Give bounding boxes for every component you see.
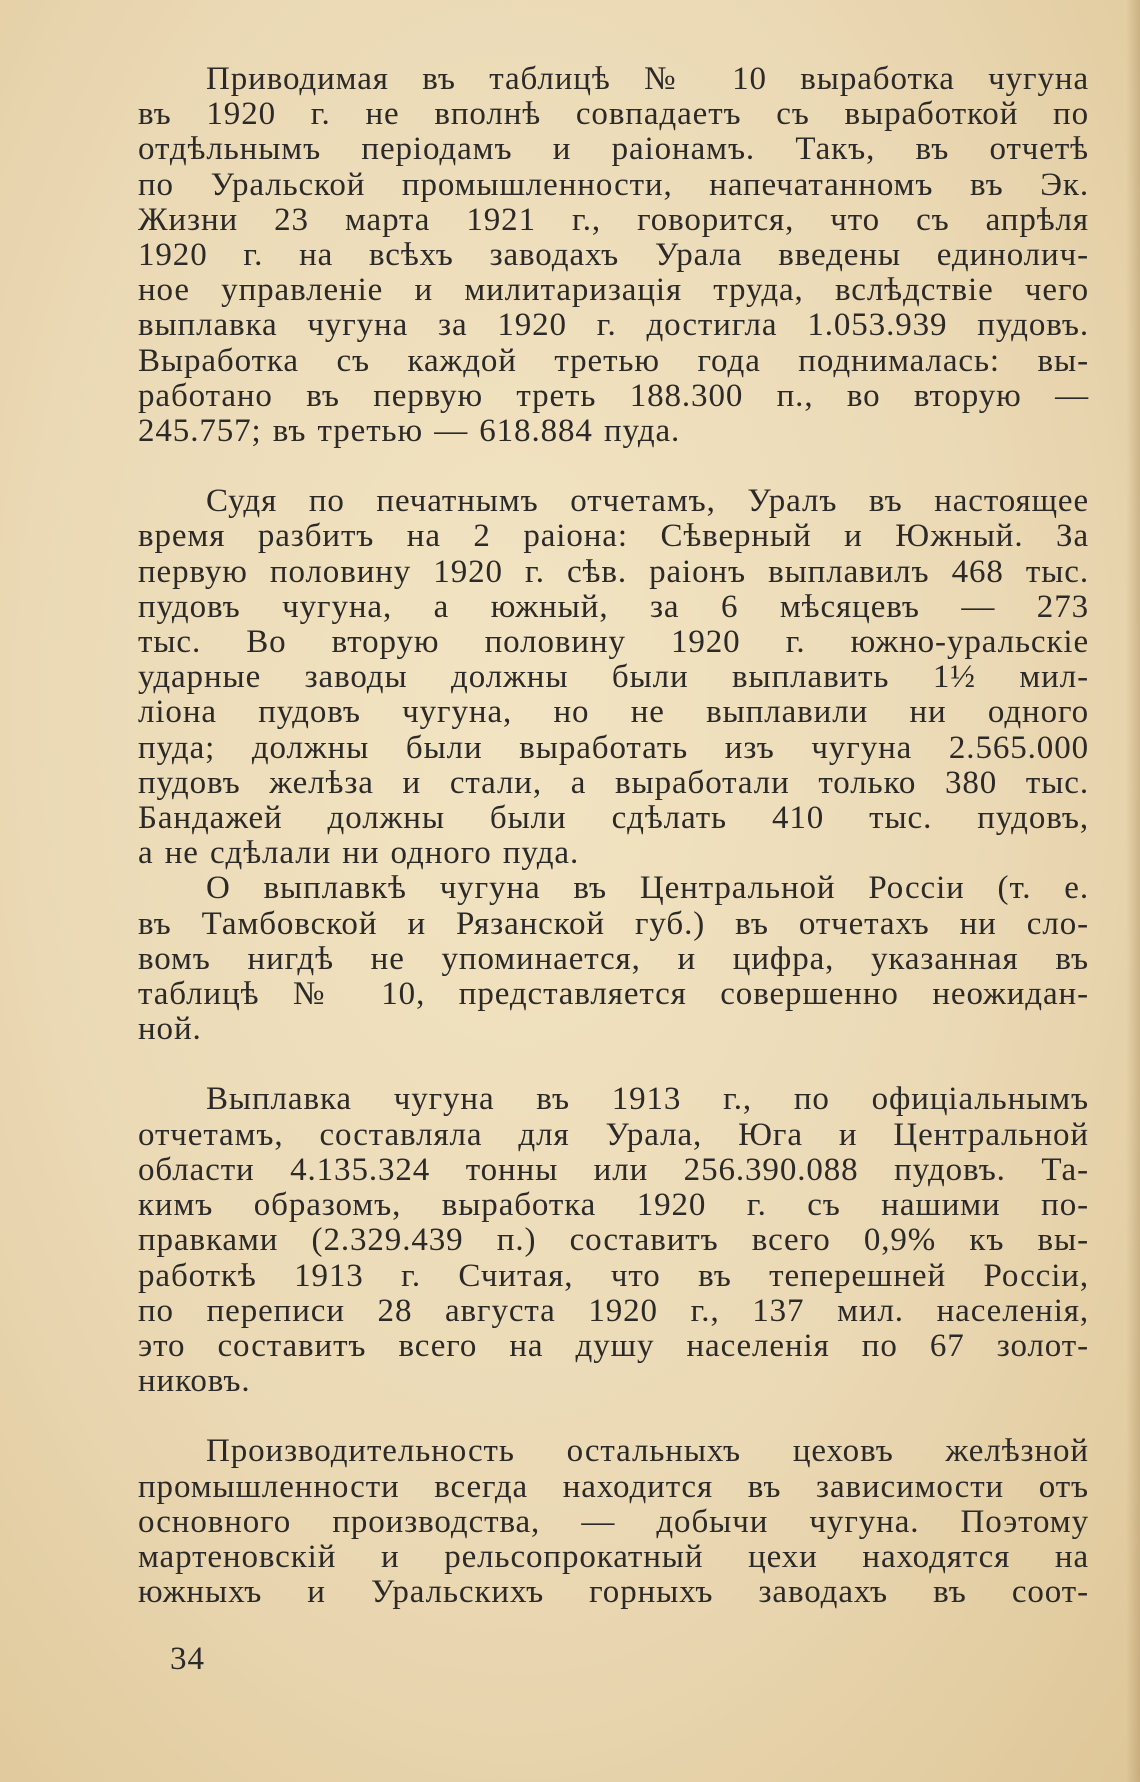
text-line: время разбитъ на 2 раіона: Сѣверный и Южный. За: [138, 518, 1089, 555]
text-line: основного производства, — добычи чугуна. Поэтому: [138, 1503, 1089, 1540]
text-line: области 4.135.324 тонны или 256.390.088 пудовъ. Та-: [138, 1151, 1089, 1188]
text-line: Жизни 23 марта 1921 г., говорится, что съ апрѣля: [138, 201, 1089, 238]
text-line: ной.: [138, 1011, 202, 1048]
text-line: 1920 г. на всѣхъ заводахъ Урала введены единолич-: [138, 237, 1089, 274]
text-line: Бандажей должны были сдѣлать 410 тыс. пудовъ,: [138, 800, 1089, 837]
text-line: Производительность остальныхъ цеховъ желѣзной: [206, 1433, 1089, 1470]
text-line: въ Тамбовской и Рязанской губ.) въ отчетахъ ни сло-: [138, 905, 1089, 942]
text-line: пуда; должны были выработать изъ чугуна 2.565.000: [138, 729, 1089, 766]
text-line: Выплавка чугуна въ 1913 г., по офиціальнымъ: [206, 1081, 1089, 1118]
text-line: это составитъ всего на душу населенія по 67 золот-: [138, 1327, 1089, 1364]
text-line: первую половину 1920 г. сѣв. раіонъ выплавилъ 468 тыс.: [138, 553, 1089, 590]
text-line: по переписи 28 августа 1920 г., 137 мил. населенія,: [138, 1292, 1089, 1329]
text-line: по Уральской промышленности, напечатанномъ въ Эк.: [138, 166, 1089, 203]
text-line: кимъ образомъ, выработка 1920 г. съ нашими по-: [138, 1187, 1089, 1224]
text-line: работано въ первую треть 188.300 п., во вторую —: [138, 377, 1089, 414]
text-line: отдѣльнымъ періодамъ и раіонамъ. Такъ, въ отчетѣ: [138, 131, 1089, 168]
text-line: правками (2.329.439 п.) составитъ всего 0,9% къ вы-: [138, 1222, 1089, 1259]
text-line: работкѣ 1913 г. Считая, что въ теперешней Россіи,: [138, 1257, 1089, 1294]
text-line: а не сдѣлали ни одного пуда.: [138, 835, 580, 872]
text-line: 245.757; въ третью — 618.884 пуда.: [138, 413, 681, 450]
text-line: тыс. Во вторую половину 1920 г. южно-уральскіе: [138, 624, 1089, 661]
text-line: ное управленіе и милитаризація труда, вслѣдствіе чего: [138, 272, 1089, 309]
text-line: мартеновскій и рельсопрокатный цехи находятся на: [138, 1538, 1089, 1575]
text-line: пудовъ желѣза и стали, а выработали только 380 тыс.: [138, 764, 1089, 801]
paragraph-gap: [138, 1047, 1089, 1082]
text-line: выплавка чугуна за 1920 г. достигла 1.053.939 пудовъ.: [138, 307, 1089, 344]
text-line: никовъ.: [138, 1363, 251, 1400]
text-line: отчетамъ, составляла для Урала, Юга и Центральной: [138, 1116, 1089, 1153]
paragraph-gap: [138, 1399, 1089, 1434]
paragraph-1: [138, 62, 1089, 449]
text-line: Выработка съ каждой третью года поднималась: вы-: [138, 342, 1089, 379]
paragraph-2: [138, 484, 1089, 871]
page-number: 34: [170, 1641, 205, 1677]
text-line: ударные заводы должны были выплавить 1½ мил-: [138, 659, 1089, 696]
paragraph-gap: [138, 449, 1089, 484]
text-line: южныхъ и Уральскихъ горныхъ заводахъ въ соот-: [138, 1574, 1089, 1611]
text-line: вомъ нигдѣ не упоминается, и цифра, указанная въ: [138, 940, 1089, 977]
text-line: въ 1920 г. не вполнѣ совпадаетъ съ выработкой по: [138, 96, 1089, 133]
page-edge-shadow: [1126, 0, 1140, 1782]
text-line: О выплавкѣ чугуна въ Центральной Россіи (т. е.: [206, 870, 1089, 907]
paragraph-4: [138, 1082, 1089, 1399]
text-line: ліона пудовъ чугуна, но не выплавили ни одного: [138, 694, 1089, 731]
text-line: пудовъ чугуна, а южный, за 6 мѣсяцевъ — 273: [138, 588, 1089, 625]
text-line: Судя по печатнымъ отчетамъ, Уралъ въ настоящее: [206, 483, 1089, 520]
text-line: промышленности всегда находится въ зависимости отъ: [138, 1468, 1089, 1505]
page-body: [138, 62, 1089, 1610]
paragraph-3: [138, 871, 1089, 1047]
paragraph-5: [138, 1434, 1089, 1610]
text-line: таблицѣ № 10, представляется совершенно неожидан-: [138, 976, 1089, 1013]
text-line: Приводимая въ таблицѣ № 10 выработка чугуна: [206, 61, 1089, 97]
